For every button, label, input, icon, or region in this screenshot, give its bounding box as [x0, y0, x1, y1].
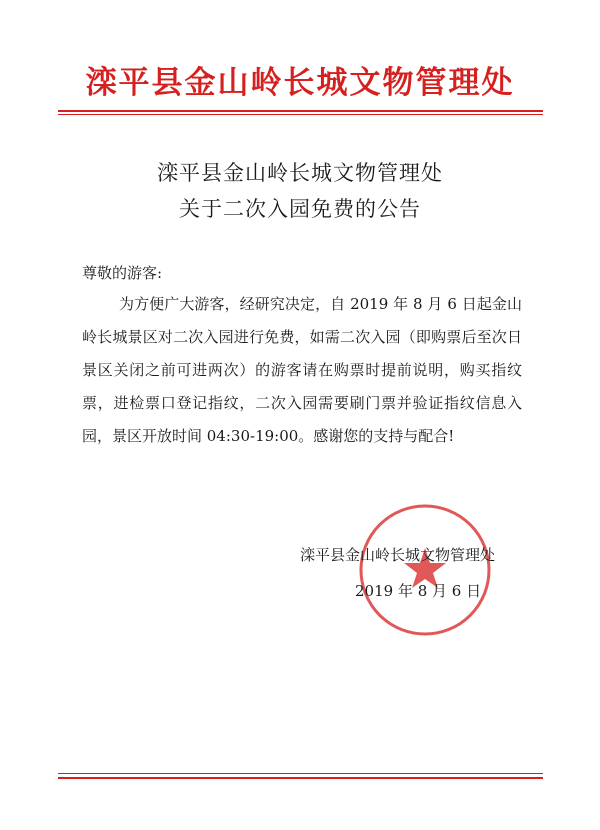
letterhead-title: 滦平县金山岭长城文物管理处 [85, 65, 515, 101]
footer-divider [58, 777, 543, 779]
document-title-line-2: 关于二次入园免费的公告 [179, 197, 421, 221]
signature-organization: 滦平县金山岭长城文物管理处 [300, 546, 496, 564]
salutation: 尊敬的游客: [82, 264, 163, 282]
letterhead-divider-thin [58, 114, 543, 115]
official-seal [355, 500, 495, 640]
notice-body: 为方便广大游客，经研究决定，自 2019 年 8 月 6 日起金山岭长城景区对二次入园进行免费，如需二次入园（即购票后至次日景区关闭之前可进两次）的游客请在购票时提前说明，购买指纹票，进检票口登记指纹，二次入园需要刷门票并验证指纹信息入园，景区开放时间 04:30-19:00。感谢您的支持与配合! [82, 295, 522, 445]
letterhead-divider [58, 110, 543, 112]
signature-date: 2019 年 8 月 6 日 [355, 582, 482, 600]
footer-divider-thin [58, 773, 543, 774]
document-title-line-1: 滦平县金山岭长城文物管理处 [157, 161, 443, 185]
